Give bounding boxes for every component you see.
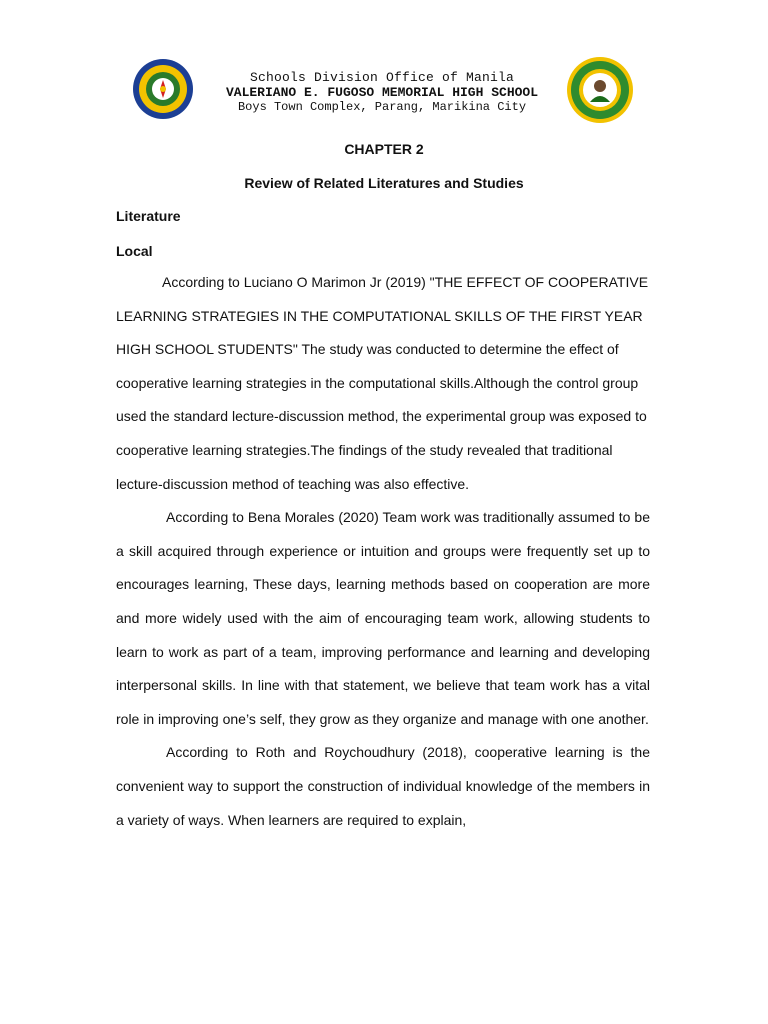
document-body [116, 266, 650, 837]
paragraph-morales: According to Bena Morales (2020) Team work was traditionally assumed to be a skill acquired through experience or intuition and groups were frequently set up to encourages learning, These days, learning methods based on cooperation are more and more widely used with the aim of encouraging team work, allowing students to learn to work as part of a team, improving performance and learning and developing interpersonal skills. In line with that statement, we believe that team work has a vital role in improving one’s self, they grow as they organize and manage with one another. [116, 509, 650, 727]
chapter-title: CHAPTER 2 [344, 141, 424, 157]
local-heading: Local [116, 243, 153, 259]
division-office-name: Schools Division Office of Manila [249, 70, 515, 85]
division-seal-logo [132, 58, 194, 120]
paragraph-marimon: According to Luciano O Marimon Jr (2019) "THE EFFECT OF COOPERATIVE LEARNING STRATEGIES IN THE COMPUTATIONAL SKILLS OF THE FIRST YEAR HIGH SCHOOL STUDENTS" The study was conducted to determine the effect of cooperative learning strategies in the computational skills.Although the control group used the standard lecture-discussion method, the experimental group was exposed to cooperative learning strategies.The findings of the study revealed that traditional lecture-discussion method of teaching was also effective. [116, 274, 649, 492]
header-text-block [200, 70, 564, 115]
school-name: VALERIANO E. FUGOSO MEMORIAL HIGH SCHOOL [225, 85, 539, 100]
chapter-subtitle: Review of Related Literatures and Studies [244, 175, 524, 191]
school-address: Boys Town Complex, Parang, Marikina City [237, 100, 527, 114]
literature-heading: Literature [116, 208, 181, 224]
school-header [0, 56, 768, 126]
paragraph-roth: According to Roth and Roychoudhury (2018), cooperative learning is the convenient way to support the construction of individual knowledge of the members in a variety of ways. When learners are required to explain, [116, 744, 650, 828]
school-seal-logo [566, 56, 634, 124]
